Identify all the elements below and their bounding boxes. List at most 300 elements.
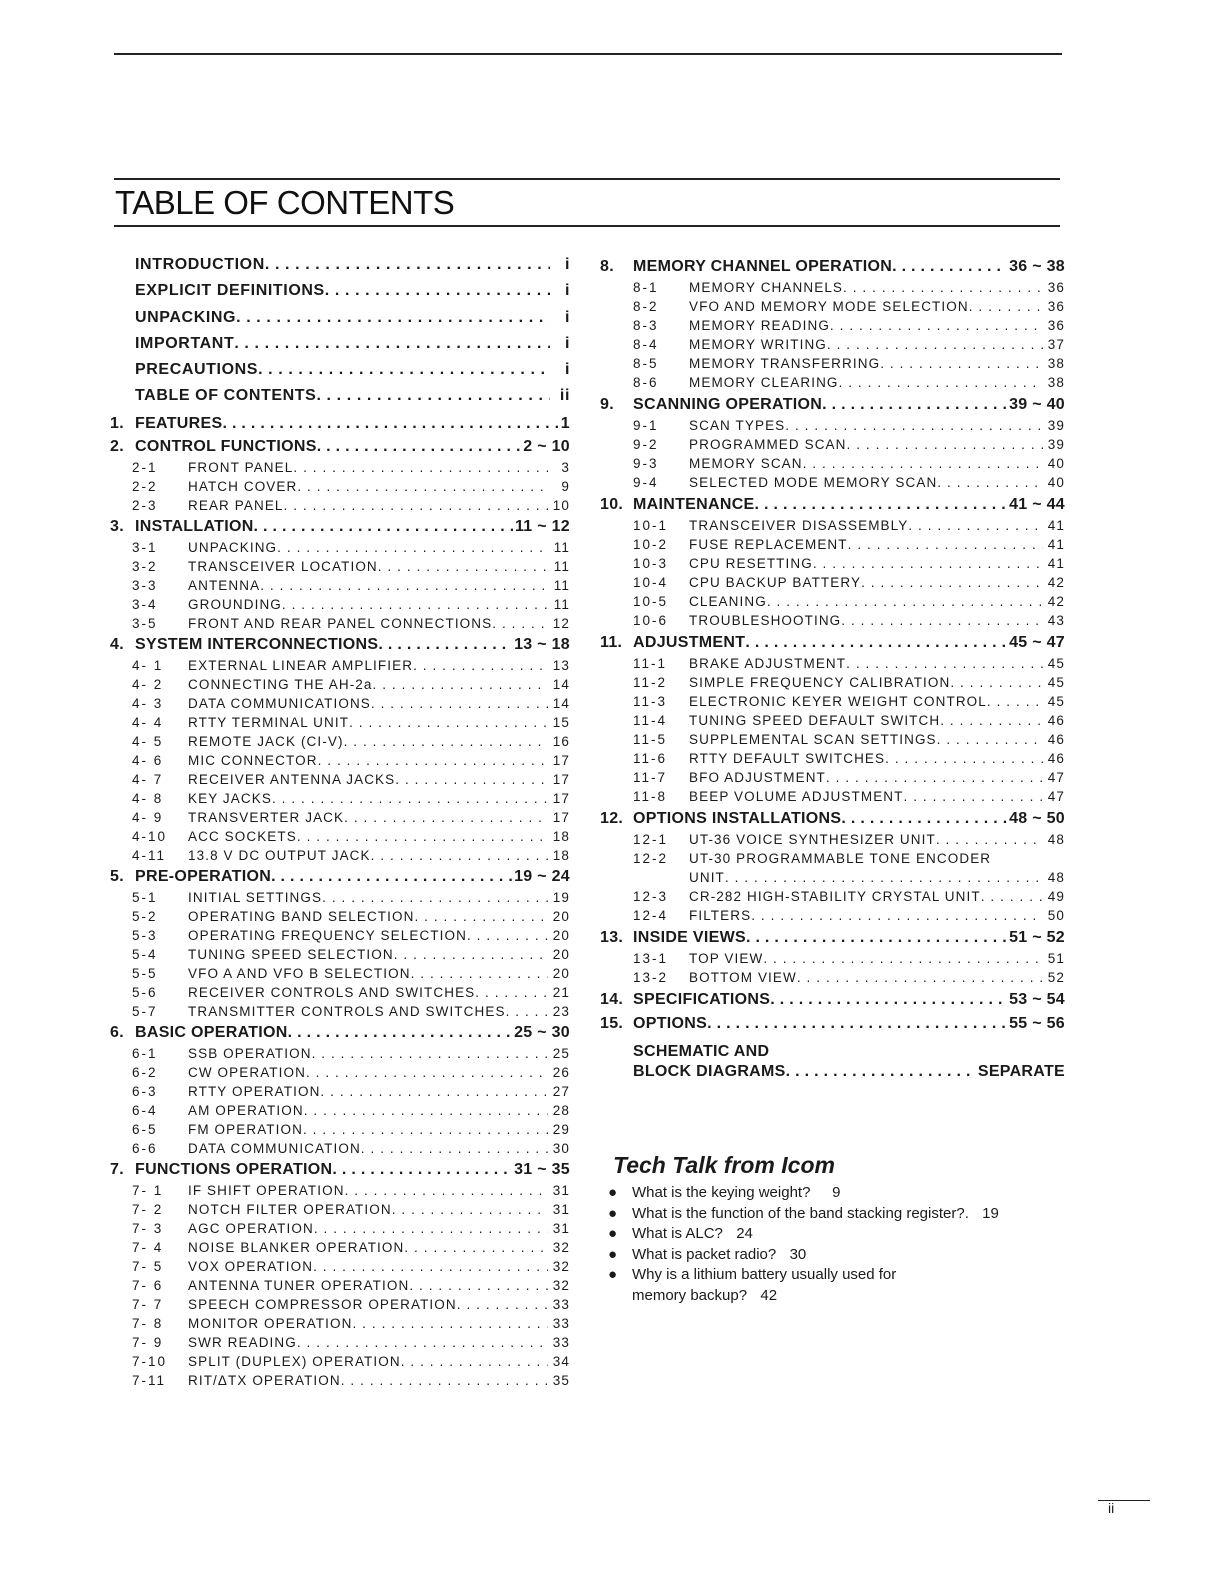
toc-subsection-label: RTTY OPERATION	[188, 1083, 321, 1099]
dot-leader	[413, 658, 548, 673]
toc-section-page: 1	[560, 414, 570, 432]
toc-subsection[interactable]	[600, 575, 1065, 594]
toc-subsection[interactable]	[600, 851, 1065, 870]
toc-subsection-number: 4- 1	[132, 657, 164, 673]
toc-section[interactable]	[600, 634, 1065, 656]
toc-subsection-page: 52	[1047, 970, 1065, 985]
toc-subsection-number: 10-1	[633, 518, 669, 533]
toc-subsection-label: TRANSVERTER JACK	[188, 809, 345, 825]
dot-leader	[344, 734, 548, 749]
dot-leader	[848, 537, 1043, 552]
toc-subsection[interactable]	[600, 594, 1065, 613]
toc-section[interactable]	[110, 438, 570, 460]
toc-subsection[interactable]	[110, 1316, 570, 1335]
toc-subsection-page: 20	[552, 908, 570, 924]
dot-leader	[258, 361, 550, 379]
toc-subsection[interactable]	[110, 791, 570, 810]
toc-subsection[interactable]	[110, 890, 570, 909]
toc-subsection[interactable]	[600, 556, 1065, 575]
toc-subsection-number: 7- 4	[132, 1239, 164, 1255]
toc-subsection-number: 6-6	[132, 1140, 158, 1156]
toc-subsection-number: 13-2	[633, 970, 669, 985]
toc-subsection-page: 27	[552, 1083, 570, 1099]
toc-subsection-page: 11	[553, 539, 570, 555]
toc-subsection-page: 16	[552, 733, 570, 749]
toc-subsection[interactable]	[110, 479, 570, 498]
dot-leader	[797, 970, 1043, 985]
toc-section-page: 31 ~ 35	[514, 1160, 570, 1178]
toc-subsection[interactable]	[110, 1065, 570, 1084]
dot-leader	[345, 1183, 548, 1198]
toc-subsection-label: HATCH COVER	[188, 478, 298, 494]
toc-subsection[interactable]	[110, 677, 570, 696]
toc-subsection-label: UT-36 VOICE SYNTHESIZER UNIT	[689, 832, 936, 847]
toc-subsection[interactable]	[110, 1183, 570, 1202]
toc-schematic-label: BLOCK DIAGRAMS	[633, 1063, 786, 1080]
dot-leader	[822, 396, 1007, 414]
toc-subsection-label: IF SHIFT OPERATION	[188, 1182, 345, 1198]
toc-section-label: FEATURES	[135, 414, 223, 432]
toc-subsection[interactable]	[600, 356, 1065, 375]
dot-leader	[304, 1103, 548, 1118]
dot-leader	[751, 908, 1043, 923]
toc-subsection-page: 31	[552, 1201, 570, 1217]
toc-subsection-label: NOTCH FILTER OPERATION	[188, 1201, 392, 1217]
toc-subsection[interactable]	[600, 656, 1065, 675]
toc-subsection-number: 7- 3	[132, 1220, 164, 1236]
toc-section-label: SYSTEM INTERCONNECTIONS	[135, 635, 379, 653]
dot-leader	[981, 889, 1043, 904]
toc-subsection-page: 38	[1047, 356, 1065, 371]
dot-leader	[770, 991, 1007, 1009]
dot-leader	[847, 437, 1043, 452]
toc-subsection[interactable]	[600, 280, 1065, 299]
toc-entry-page: i	[564, 361, 570, 379]
toc-section-label: SPECIFICATIONS	[633, 991, 771, 1008]
toc-subsection[interactable]	[110, 734, 570, 753]
toc-subsection[interactable]	[600, 789, 1065, 808]
dot-leader	[373, 677, 548, 692]
toc-subsection-page: 21	[552, 984, 570, 1000]
toc-subsection[interactable]	[110, 1202, 570, 1221]
toc-subsection-number: 5-3	[132, 927, 158, 943]
toc-section[interactable]	[600, 810, 1065, 832]
toc-subsection[interactable]	[110, 848, 570, 867]
toc-subsection-label: AM OPERATION	[188, 1102, 304, 1118]
tech-talk-item-page: 42	[760, 1286, 778, 1304]
tech-talk-item-text: Why is a lithium battery usually used for	[632, 1266, 897, 1283]
toc-subsection-page: 42	[1047, 575, 1065, 590]
toc-subsection[interactable]	[600, 518, 1065, 537]
toc-section-number: 1.	[110, 414, 124, 432]
toc-section-number: 9.	[600, 396, 614, 413]
toc-subsection-page: 33	[552, 1315, 570, 1331]
dot-leader	[492, 616, 548, 631]
dot-leader	[325, 282, 550, 300]
toc-subsection[interactable]	[110, 753, 570, 772]
toc-subsection[interactable]	[110, 1240, 570, 1259]
toc-subsection-number: 12-4	[633, 908, 669, 923]
toc-subsection-label: MONITOR OPERATION	[188, 1315, 353, 1331]
toc-subsection-label: TUNING SPEED SELECTION	[188, 946, 394, 962]
tech-talk-item[interactable]	[608, 1246, 1063, 1267]
toc-entry[interactable]	[110, 335, 570, 361]
toc-subsection[interactable]	[110, 1297, 570, 1316]
title-top-rule	[114, 178, 1060, 180]
toc-section-number: 5.	[110, 867, 124, 885]
toc-subsection[interactable]	[600, 418, 1065, 437]
toc-section-number: 10.	[600, 496, 624, 513]
toc-subsection[interactable]	[110, 715, 570, 734]
toc-subsection-number: 12-3	[633, 889, 669, 904]
dot-leader	[371, 848, 548, 863]
toc-subsection-page: 39	[1047, 437, 1065, 452]
dot-leader	[763, 951, 1043, 966]
dot-leader	[284, 498, 548, 513]
toc-subsection-page: 47	[1047, 770, 1065, 785]
toc-subsection[interactable]	[600, 475, 1065, 494]
dot-leader	[827, 337, 1043, 352]
toc-subsection[interactable]	[600, 970, 1065, 989]
tech-talk-item-text: What is ALC?	[632, 1225, 723, 1242]
toc-subsection-page: 46	[1047, 751, 1065, 766]
toc-section[interactable]	[600, 258, 1065, 280]
toc-subsection[interactable]	[600, 337, 1065, 356]
toc-subsection-label: RIT/ΔTX OPERATION	[188, 1372, 341, 1388]
toc-subsection-number: 5-4	[132, 946, 158, 962]
toc-subsection-label: RECEIVER ANTENNA JACKS	[188, 771, 396, 787]
toc-subsection-page: 41	[1047, 556, 1065, 571]
dot-leader	[271, 868, 512, 886]
dot-leader	[411, 966, 548, 981]
toc-subsection[interactable]	[110, 1221, 570, 1240]
toc-subsection-number: 8-2	[633, 299, 659, 314]
toc-subsection-number: 7-11	[132, 1372, 167, 1388]
toc-subsection-number: 2-1	[132, 459, 158, 475]
toc-subsection-label: TRANSCEIVER DISASSEMBLY	[689, 518, 909, 533]
toc-subsection[interactable]	[600, 889, 1065, 908]
toc-entry[interactable]	[110, 282, 570, 308]
dot-leader	[506, 1004, 548, 1019]
toc-section[interactable]	[600, 1015, 1065, 1037]
toc-section[interactable]	[600, 496, 1065, 518]
toc-section[interactable]	[110, 518, 570, 540]
toc-section[interactable]	[600, 991, 1065, 1013]
toc-section[interactable]	[600, 396, 1065, 418]
toc-subsection-label: MEMORY SCAN	[689, 456, 803, 471]
toc-subsection-label: MEMORY TRANSFERRING	[689, 356, 881, 371]
toc-subsection[interactable]	[600, 675, 1065, 694]
toc-subsection-number: 10-2	[633, 537, 669, 552]
toc-subsection-label: SIMPLE FREQUENCY CALIBRATION	[689, 675, 951, 690]
toc-subsection[interactable]	[110, 616, 570, 635]
toc-subsection-number: 12-2	[633, 851, 669, 866]
toc-subsection-label: AGC OPERATION	[188, 1220, 314, 1236]
toc-section-number: 11.	[600, 634, 623, 651]
toc-subsection-number: 11-3	[633, 694, 668, 709]
toc-subsection[interactable]	[600, 770, 1065, 789]
toc-subsection[interactable]	[110, 597, 570, 616]
toc-subsection[interactable]	[110, 947, 570, 966]
toc-subsection-page: 45	[1047, 656, 1065, 671]
toc-subsection-number: 4- 2	[132, 676, 164, 692]
toc-subsection-page: 23	[552, 1003, 570, 1019]
toc-subsection-page: 43	[1047, 613, 1065, 628]
toc-subsection[interactable]	[110, 1335, 570, 1354]
toc-subsection-label: RTTY DEFAULT SWITCHES	[689, 751, 886, 766]
toc-subsection[interactable]	[110, 810, 570, 829]
toc-subsection-number: 11-5	[633, 732, 668, 747]
toc-subsection[interactable]	[600, 951, 1065, 970]
toc-entry[interactable]	[110, 309, 570, 335]
toc-subsection[interactable]	[110, 1278, 570, 1297]
toc-subsection-label: FRONT AND REAR PANEL CONNECTIONS	[188, 615, 493, 631]
toc-subsection[interactable]	[110, 1004, 570, 1023]
bullet-icon: ●	[608, 1204, 618, 1222]
toc-subsection-number: 4-10	[132, 828, 168, 844]
dot-leader	[813, 556, 1043, 571]
toc-subsection-number: 9-1	[633, 418, 659, 433]
toc-subsection[interactable]	[110, 829, 570, 848]
toc-subsection[interactable]	[110, 1354, 570, 1373]
toc-subsection-number: 5-1	[132, 889, 158, 905]
dot-leader	[395, 772, 548, 787]
toc-section[interactable]	[110, 415, 570, 437]
toc-subsection[interactable]	[110, 966, 570, 985]
toc-subsection[interactable]	[110, 460, 570, 479]
toc-subsection-label: BFO ADJUSTMENT	[689, 770, 826, 785]
toc-entry[interactable]	[110, 387, 570, 413]
toc-entry[interactable]	[110, 256, 570, 282]
tech-talk-title: Tech Talk from Icom	[613, 1152, 835, 1178]
toc-subsection-page: 14	[552, 676, 570, 692]
toc-section[interactable]	[110, 1161, 570, 1183]
toc-section-page: 11 ~ 12	[514, 517, 570, 535]
toc-subsection-label: TROUBLESHOOTING	[689, 613, 842, 628]
toc-section-number: 12.	[600, 810, 624, 827]
toc-subsection[interactable]	[110, 1373, 570, 1392]
toc-section-page: 19 ~ 24	[514, 867, 570, 885]
toc-subsection[interactable]	[110, 928, 570, 947]
dot-leader	[349, 715, 548, 730]
toc-subsection-page: 36	[1047, 280, 1065, 295]
toc-subsection-page: 32	[552, 1277, 570, 1293]
toc-section[interactable]	[110, 636, 570, 658]
dot-leader	[950, 675, 1043, 690]
toc-subsection[interactable]	[110, 1141, 570, 1160]
toc-subsection[interactable]	[600, 751, 1065, 770]
toc-section[interactable]	[110, 1024, 570, 1046]
toc-section-label: OPTIONS INSTALLATIONS	[633, 810, 842, 827]
toc-subsection-number: 5-7	[132, 1003, 158, 1019]
left-column	[110, 256, 570, 1392]
toc-subsection-number: 2-3	[132, 497, 158, 513]
toc-subsection-number: 8-4	[633, 337, 659, 352]
toc-subsection[interactable]	[110, 1122, 570, 1141]
toc-subsection-label: FILTERS	[689, 908, 752, 923]
dot-leader	[288, 1024, 512, 1042]
toc-subsection-continued[interactable]	[600, 870, 1065, 889]
toc-subsection-number: 9-4	[633, 475, 659, 490]
toc-subsection[interactable]	[110, 909, 570, 928]
toc-subsection[interactable]	[600, 613, 1065, 632]
toc-entry-page: i	[564, 256, 570, 273]
toc-subsection-page: 30	[552, 1140, 570, 1156]
toc-subsection[interactable]	[600, 375, 1065, 394]
toc-subsection[interactable]	[110, 985, 570, 1004]
toc-section-page: 39 ~ 40	[1009, 396, 1065, 413]
toc-subsection-number: 4- 3	[132, 695, 164, 711]
toc-subsection-number: 2-2	[132, 478, 158, 494]
toc-subsection-number: 12-1	[633, 832, 669, 847]
toc-section-page: 41 ~ 44	[1009, 496, 1065, 513]
tech-talk-item-text: What is the keying weight?	[632, 1184, 811, 1201]
toc-entry[interactable]	[110, 361, 570, 387]
toc-subsection[interactable]	[110, 658, 570, 677]
toc-subsection-number: 7- 8	[132, 1315, 164, 1331]
toc-subsection-page: 33	[552, 1334, 570, 1350]
toc-subsection[interactable]	[600, 456, 1065, 475]
dot-leader	[880, 356, 1043, 371]
toc-subsection-number: 4- 4	[132, 714, 164, 730]
toc-subsection-page: 48	[1047, 870, 1065, 885]
toc-subsection[interactable]	[110, 1046, 570, 1065]
toc-subsection-page: 32	[552, 1258, 570, 1274]
toc-subsection-page: 11	[553, 558, 570, 574]
toc-subsection-page: 46	[1047, 732, 1065, 747]
toc-subsection-page: 17	[552, 809, 570, 825]
toc-section-number: 14.	[600, 991, 624, 1008]
toc-entry-label: PRECAUTIONS	[135, 361, 259, 379]
toc-subsection-page: 40	[1047, 456, 1065, 471]
toc-subsection-label: OPERATING BAND SELECTION	[188, 908, 415, 924]
toc-section-number: 3.	[110, 517, 124, 535]
title-bottom-rule	[114, 225, 1060, 227]
toc-section-page: 55 ~ 56	[1009, 1015, 1065, 1032]
toc-subsection-label: PROGRAMMED SCAN	[689, 437, 847, 452]
toc-entry-label: UNPACKING	[135, 308, 237, 326]
toc-subsection[interactable]	[600, 908, 1065, 927]
toc-subsection-number: 11-4	[633, 713, 668, 728]
toc-subsection-number: 3-1	[132, 539, 158, 555]
dot-leader	[414, 909, 548, 924]
toc-subsection[interactable]	[110, 696, 570, 715]
toc-subsection-page: 35	[552, 1372, 570, 1388]
toc-subsection[interactable]	[600, 694, 1065, 713]
toc-subsection-label: RECEIVER CONTROLS AND SWITCHES	[188, 984, 476, 1000]
toc-section-number: 7.	[110, 1160, 124, 1178]
dot-leader	[409, 1278, 548, 1293]
toc-subsection[interactable]	[110, 559, 570, 578]
dot-leader	[467, 928, 548, 943]
toc-entry-label: EXPLICIT DEFINITIONS	[135, 282, 325, 300]
dot-leader	[908, 518, 1043, 533]
dot-leader	[767, 594, 1043, 609]
toc-subsection[interactable]	[110, 540, 570, 559]
tech-talk-item[interactable]	[608, 1184, 1063, 1205]
toc-subsection-page: 10	[552, 497, 570, 513]
toc-subsection-label: ANTENNA	[188, 577, 261, 593]
dot-leader	[316, 387, 550, 405]
dot-leader	[371, 696, 548, 711]
dot-leader	[297, 829, 548, 844]
toc-subsection-label: BOTTOM VIEW	[689, 970, 797, 985]
toc-subsection-page: 29	[552, 1121, 570, 1137]
tech-talk-item[interactable]	[608, 1266, 1063, 1287]
toc-subsection-page: 33	[552, 1296, 570, 1312]
toc-subsection-number: 10-4	[633, 575, 669, 590]
dot-leader	[841, 810, 1007, 828]
toc-subsection-page: 17	[552, 771, 570, 787]
toc-subsection-number: 8-1	[633, 280, 659, 295]
toc-subsection[interactable]	[110, 1259, 570, 1278]
toc-subsection[interactable]	[110, 498, 570, 517]
toc-subsection-page: 31	[552, 1182, 570, 1198]
toc-subsection[interactable]	[110, 1084, 570, 1103]
toc-subsection-label: INITIAL SETTINGS	[188, 889, 323, 905]
toc-subsection-number: 7- 6	[132, 1277, 164, 1293]
toc-schematic-line1[interactable]: SCHEMATIC AND	[633, 1043, 770, 1060]
toc-subsection[interactable]	[600, 437, 1065, 456]
tech-talk-item[interactable]	[608, 1205, 1063, 1226]
toc-subsection[interactable]	[110, 578, 570, 597]
tech-talk-item-continued[interactable]	[608, 1287, 1063, 1308]
dot-leader	[313, 1259, 548, 1274]
toc-subsection-number: 4- 7	[132, 771, 164, 787]
toc-subsection-number: 10-5	[633, 594, 669, 609]
dot-leader	[378, 636, 512, 654]
tech-talk-item-text: What is the function of the band stacking register?.	[632, 1204, 969, 1222]
toc-section-page: 51 ~ 52	[1009, 929, 1065, 946]
toc-subsection-label: CW OPERATION	[188, 1064, 306, 1080]
tech-talk-item-page: 30	[789, 1245, 807, 1263]
toc-schematic[interactable]	[600, 1063, 1065, 1083]
toc-subsection[interactable]	[600, 713, 1065, 732]
toc-section[interactable]	[600, 929, 1065, 951]
tech-talk-item[interactable]	[608, 1225, 1063, 1246]
toc-subsection[interactable]	[600, 732, 1065, 751]
dot-leader	[786, 1063, 976, 1081]
toc-subsection[interactable]	[110, 772, 570, 791]
toc-subsection-page: 26	[552, 1064, 570, 1080]
toc-subsection-label: TUNING SPEED DEFAULT SWITCH	[689, 713, 941, 728]
toc-subsection[interactable]	[600, 318, 1065, 337]
toc-section[interactable]	[110, 868, 570, 890]
toc-subsection[interactable]	[110, 1103, 570, 1122]
dot-leader	[940, 713, 1043, 728]
toc-subsection-page: 13	[552, 657, 570, 673]
toc-subsection[interactable]	[600, 537, 1065, 556]
dot-leader	[457, 1297, 548, 1312]
toc-subsection-number: 5-5	[132, 965, 158, 981]
toc-subsection-page: 28	[552, 1102, 570, 1118]
toc-subsection-label: REAR PANEL	[188, 497, 284, 513]
toc-subsection[interactable]	[600, 299, 1065, 318]
toc-subsection-label: VOX OPERATION	[188, 1258, 314, 1274]
toc-subsection[interactable]	[600, 832, 1065, 851]
toc-subsection-page: 20	[552, 946, 570, 962]
toc-entry-page: i	[564, 308, 570, 326]
dot-leader	[293, 460, 548, 475]
toc-section-label: INSIDE VIEWS	[633, 929, 746, 946]
toc-entry-page: i	[564, 282, 570, 300]
toc-subsection-number: 3-4	[132, 596, 158, 612]
toc-section-label: ADJUSTMENT	[633, 634, 746, 651]
dot-leader	[937, 732, 1043, 747]
bullet-icon: ●	[608, 1184, 618, 1201]
toc-subsection-number: 7- 9	[132, 1334, 164, 1350]
toc-subsection-label: DATA COMMUNICATIONS	[188, 695, 371, 711]
